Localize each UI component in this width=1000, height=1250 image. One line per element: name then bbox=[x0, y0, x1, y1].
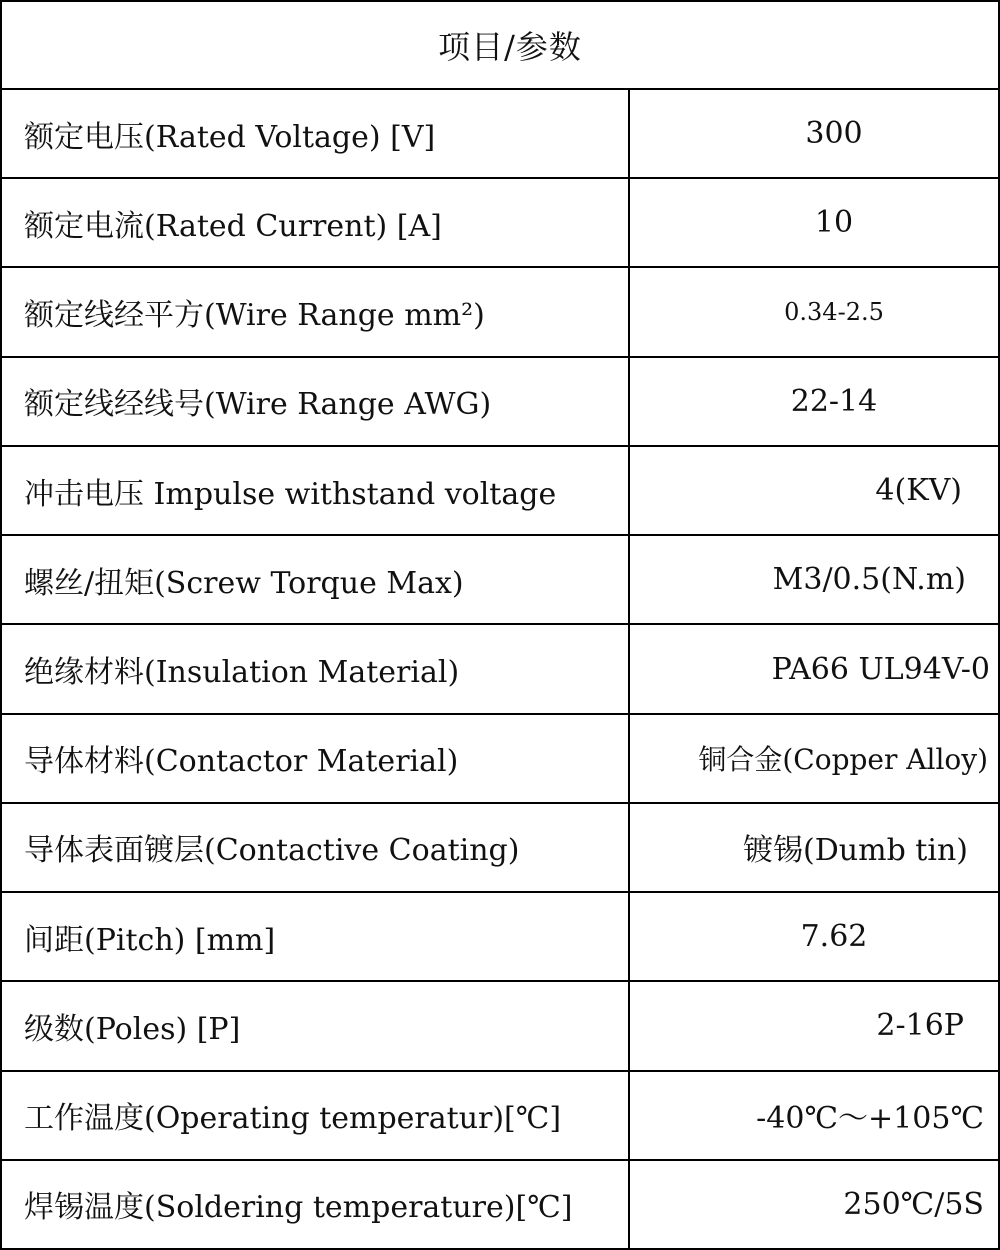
param-cell: 额定线经平方(Wire Range mm²) bbox=[2, 268, 630, 355]
value-cell: 7.62 bbox=[800, 919, 868, 955]
table-row-contactor-material bbox=[2, 715, 998, 804]
value-cell: 250℃/5S bbox=[843, 1186, 984, 1222]
value-cell: 镀锡(Dumb tin) bbox=[743, 833, 968, 869]
param-cell: 焊锡温度(Soldering temperature)[℃] bbox=[2, 1161, 630, 1248]
param-cell: 间距(Pitch) [mm] bbox=[2, 893, 630, 980]
table-row-soldering-temperature bbox=[2, 1161, 998, 1248]
value-cell: -40℃～+105℃ bbox=[756, 1101, 984, 1137]
value-cell: 22-14 bbox=[790, 383, 878, 419]
value-cell: PA66 UL94V-0 bbox=[771, 651, 990, 687]
value-cell: 300 bbox=[805, 116, 863, 152]
table-row-wire-range-mm2 bbox=[2, 268, 998, 357]
param-cell: 绝缘材料(Insulation Material) bbox=[2, 625, 630, 712]
value-cell: 10 bbox=[814, 205, 854, 241]
table-row-rated-voltage bbox=[2, 90, 998, 179]
table-row-screw-torque bbox=[2, 536, 998, 625]
table-row-contactive-coating bbox=[2, 804, 998, 893]
value-cell: 2-16P bbox=[876, 1008, 964, 1044]
table-header: 项目/参数 bbox=[438, 28, 582, 66]
table-row-poles bbox=[2, 982, 998, 1071]
param-cell: 冲击电压 Impulse withstand voltage bbox=[2, 447, 630, 534]
table-row-rated-current bbox=[2, 179, 998, 268]
value-cell: 4(KV) bbox=[875, 473, 962, 509]
param-cell: 级数(Poles) [P] bbox=[2, 982, 630, 1069]
table-header-row bbox=[2, 2, 998, 90]
table-row-wire-range-awg bbox=[2, 358, 998, 447]
param-cell: 螺丝/扭矩(Screw Torque Max) bbox=[2, 536, 630, 623]
table-row-pitch bbox=[2, 893, 998, 982]
table-row-operating-temperature bbox=[2, 1072, 998, 1161]
param-cell: 额定电压(Rated Voltage) [V] bbox=[2, 90, 630, 177]
value-cell: 铜合金(Copper Alloy) bbox=[698, 743, 988, 777]
param-cell: 导体表面镀层(Contactive Coating) bbox=[2, 804, 630, 891]
param-cell: 工作温度(Operating temperatur)[℃] bbox=[2, 1072, 630, 1159]
param-cell: 额定线经线号(Wire Range AWG) bbox=[2, 358, 630, 445]
table-row-impulse-voltage bbox=[2, 447, 998, 536]
value-cell: M3/0.5(N.m) bbox=[772, 562, 966, 598]
param-cell: 额定电流(Rated Current) [A] bbox=[2, 179, 630, 266]
value-cell: 0.34-2.5 bbox=[784, 298, 884, 327]
param-cell: 导体材料(Contactor Material) bbox=[2, 715, 630, 802]
table-row-insulation-material bbox=[2, 625, 998, 714]
